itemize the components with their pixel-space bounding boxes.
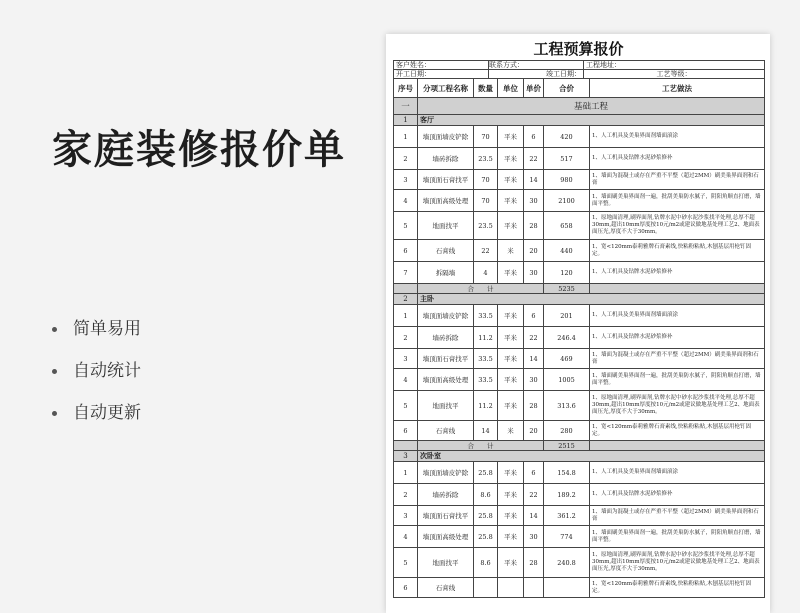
section-row xyxy=(394,98,765,115)
item-name: 墙顶面石膏找平 xyxy=(418,170,474,190)
item-desc: 1、原地面清理,刷界面剂,钻牌水泥中砂水泥沙浆找平处理,总厚不超30mm,超出10mm厚度按10元/m2或建议做地基处理工艺2、地面表面压光,厚度不大于30mm。 xyxy=(590,391,765,421)
item-unit: 平米 xyxy=(498,349,524,369)
bullet-icon xyxy=(52,327,57,332)
subtotal-label: 合 计 xyxy=(418,441,544,451)
item-desc: 1、宽<120mm泰莉雅牌石膏素线,快粘粉粘贴,木刨基层用枪钉固定。 xyxy=(590,578,765,598)
item-name: 墙顶面石膏找平 xyxy=(418,506,474,526)
column-header: 合价 xyxy=(544,79,590,98)
item-unit: 平米 xyxy=(498,190,524,212)
table-row xyxy=(394,327,765,349)
feature-item: 自动更新 xyxy=(52,392,141,434)
item-price: 6 xyxy=(524,126,544,148)
item-name: 石膏线 xyxy=(418,578,474,598)
item-no: 4 xyxy=(394,190,418,212)
item-qty: 33.5 xyxy=(474,349,498,369)
item-desc: 1、人工机具及钻牌水泥砂浆修补 xyxy=(590,148,765,170)
table-row xyxy=(394,506,765,526)
item-amount: 774 xyxy=(544,526,590,548)
item-unit: 平米 xyxy=(498,305,524,327)
item-no: 5 xyxy=(394,391,418,421)
item-price: 20 xyxy=(524,240,544,262)
item-name: 墙砖拆除 xyxy=(418,148,474,170)
item-name: 墙顶面墙皮铲除 xyxy=(418,305,474,327)
item-unit: 米 xyxy=(498,240,524,262)
item-price: 30 xyxy=(524,526,544,548)
item-price: 6 xyxy=(524,462,544,484)
room-number: 1 xyxy=(394,115,418,126)
item-no: 1 xyxy=(394,305,418,327)
contact-label: 联系方式： xyxy=(489,61,584,70)
item-price: 6 xyxy=(524,305,544,327)
room-number: 3 xyxy=(394,451,418,462)
item-unit: 平米 xyxy=(498,506,524,526)
item-desc: 1、墙面为混凝土或存在严重不平整（超过2MM）刷美巢界面剂和石膏 xyxy=(590,170,765,190)
item-name: 墙砖拆除 xyxy=(418,484,474,506)
item-desc: 1、人工机具及钻牌水泥砂浆修补 xyxy=(590,262,765,284)
item-price: 22 xyxy=(524,327,544,349)
item-price: 20 xyxy=(524,421,544,441)
item-no: 4 xyxy=(394,526,418,548)
sheet-title: 工程预算报价 xyxy=(533,40,624,58)
table-row xyxy=(394,240,765,262)
table-row xyxy=(394,526,765,548)
item-unit: 平米 xyxy=(498,462,524,484)
item-price xyxy=(524,578,544,598)
subtotal-value: 2515 xyxy=(544,441,590,451)
item-qty: 25.8 xyxy=(474,462,498,484)
item-desc: 1、宽<120mm泰莉雅牌石膏素线,快粘粉粘贴,木刨基层用枪钉固定。 xyxy=(590,421,765,441)
column-header: 单位 xyxy=(498,79,524,98)
bullet-icon xyxy=(52,369,57,374)
item-name: 石膏线 xyxy=(418,240,474,262)
item-price: 30 xyxy=(524,369,544,391)
column-header: 工艺做法 xyxy=(590,79,765,98)
room-row xyxy=(394,115,765,126)
table-row xyxy=(394,484,765,506)
room-row xyxy=(394,451,765,462)
quote-table xyxy=(393,78,765,598)
item-no: 5 xyxy=(394,548,418,578)
room-name: 客厅 xyxy=(418,115,765,126)
item-qty: 25.8 xyxy=(474,506,498,526)
table-row xyxy=(394,305,765,327)
info-table xyxy=(393,60,765,78)
feature-item: 自动统计 xyxy=(52,350,141,392)
table-row xyxy=(394,148,765,170)
item-amount: 154.8 xyxy=(544,462,590,484)
item-amount: 120 xyxy=(544,262,590,284)
promo-title: 家庭装修报价单 xyxy=(52,127,346,173)
subtotal-value: 5235 xyxy=(544,284,590,294)
item-qty: 14 xyxy=(474,421,498,441)
item-no: 5 xyxy=(394,212,418,240)
item-desc: 1、人工机具及钻牌水泥砂浆修补 xyxy=(590,484,765,506)
customer-name-label: 客户姓名： xyxy=(394,61,489,70)
item-no: 6 xyxy=(394,421,418,441)
feature-list xyxy=(52,308,141,434)
table-row xyxy=(394,421,765,441)
craft-level-label: 工艺等级： xyxy=(584,70,765,79)
item-unit: 平米 xyxy=(498,484,524,506)
item-amount: 469 xyxy=(544,349,590,369)
item-amount: 440 xyxy=(544,240,590,262)
item-unit xyxy=(498,578,524,598)
item-desc: 1、墙面为混凝土或存在严重不平整（超过2MM）刷美巢界面剂和石膏 xyxy=(590,506,765,526)
item-unit: 平米 xyxy=(498,148,524,170)
item-qty: 4 xyxy=(474,262,498,284)
item-price: 14 xyxy=(524,170,544,190)
item-unit: 平米 xyxy=(498,126,524,148)
item-amount: 420 xyxy=(544,126,590,148)
item-name: 墙顶面墙皮铲除 xyxy=(418,126,474,148)
item-unit: 平米 xyxy=(498,212,524,240)
item-name: 墙顶面高级处理 xyxy=(418,190,474,212)
item-price: 14 xyxy=(524,349,544,369)
column-header: 数量 xyxy=(474,79,498,98)
item-no: 7 xyxy=(394,262,418,284)
table-row xyxy=(394,349,765,369)
column-header: 序号 xyxy=(394,79,418,98)
item-amount: 980 xyxy=(544,170,590,190)
item-desc: 1、原地面清理,刷界面剂,钻牌水泥中砂水泥沙浆找平处理,总厚不超30mm,超出10mm厚度按10元/m2或建议做地基处理工艺2、地面表面压光,厚度不大于30mm。 xyxy=(590,548,765,578)
item-no: 2 xyxy=(394,327,418,349)
bullet-icon xyxy=(52,411,57,416)
table-row xyxy=(394,262,765,284)
item-amount: 361.2 xyxy=(544,506,590,526)
item-no: 6 xyxy=(394,578,418,598)
item-price: 22 xyxy=(524,148,544,170)
item-unit: 平米 xyxy=(498,526,524,548)
item-unit: 平米 xyxy=(498,262,524,284)
start-date-label: 开工日期： xyxy=(394,70,489,79)
table-row xyxy=(394,391,765,421)
item-no: 1 xyxy=(394,462,418,484)
table-row xyxy=(394,578,765,598)
item-amount: 517 xyxy=(544,148,590,170)
item-unit: 平米 xyxy=(498,170,524,190)
item-qty xyxy=(474,578,498,598)
item-qty: 70 xyxy=(474,190,498,212)
subtotal-row xyxy=(394,441,765,451)
item-qty: 23.5 xyxy=(474,212,498,240)
item-price: 28 xyxy=(524,212,544,240)
item-amount: 240.8 xyxy=(544,548,590,578)
item-qty: 8.6 xyxy=(474,548,498,578)
room-name: 次卧室 xyxy=(418,451,765,462)
item-name: 石膏线 xyxy=(418,421,474,441)
address-label: 工程地址： xyxy=(584,61,765,70)
table-row xyxy=(394,170,765,190)
item-price: 30 xyxy=(524,262,544,284)
item-qty: 11.2 xyxy=(474,391,498,421)
item-name: 地面找平 xyxy=(418,212,474,240)
section-number: 一 xyxy=(394,98,418,115)
item-name: 墙顶面石膏找平 xyxy=(418,349,474,369)
item-desc: 1、墙面刷美巢界面剂一遍，批刮美巢防水腻子，阴阳角顺直打磨，墙面平整。 xyxy=(590,526,765,548)
item-qty: 11.2 xyxy=(474,327,498,349)
item-price: 28 xyxy=(524,391,544,421)
table-row xyxy=(394,548,765,578)
item-qty: 70 xyxy=(474,170,498,190)
item-qty: 33.5 xyxy=(474,369,498,391)
item-amount: 189.2 xyxy=(544,484,590,506)
item-amount: 658 xyxy=(544,212,590,240)
item-price: 28 xyxy=(524,548,544,578)
item-qty: 33.5 xyxy=(474,305,498,327)
item-unit: 米 xyxy=(498,421,524,441)
item-amount: 246.4 xyxy=(544,327,590,349)
item-desc: 1、墙面为混凝土或存在严重不平整（超过2MM）刷美巢界面剂和石膏 xyxy=(590,349,765,369)
item-no: 4 xyxy=(394,369,418,391)
table-row xyxy=(394,462,765,484)
item-no: 3 xyxy=(394,349,418,369)
item-name: 墙顶面高级处理 xyxy=(418,369,474,391)
item-amount: 1005 xyxy=(544,369,590,391)
item-amount: 201 xyxy=(544,305,590,327)
column-header: 单价 xyxy=(524,79,544,98)
item-unit: 平米 xyxy=(498,548,524,578)
finish-date-label: 竣工日期： xyxy=(489,70,584,79)
table-row xyxy=(394,212,765,240)
item-no: 3 xyxy=(394,506,418,526)
item-unit: 平米 xyxy=(498,391,524,421)
room-number: 2 xyxy=(394,294,418,305)
item-qty: 22 xyxy=(474,240,498,262)
feature-item: 简单易用 xyxy=(52,308,141,350)
quote-sheet xyxy=(386,34,770,613)
item-name: 墙顶面墙皮铲除 xyxy=(418,462,474,484)
item-price: 22 xyxy=(524,484,544,506)
subtotal-row xyxy=(394,284,765,294)
item-no: 2 xyxy=(394,148,418,170)
item-unit: 平米 xyxy=(498,327,524,349)
item-no: 6 xyxy=(394,240,418,262)
item-price: 30 xyxy=(524,190,544,212)
table-row xyxy=(394,369,765,391)
item-qty: 70 xyxy=(474,126,498,148)
item-qty: 25.8 xyxy=(474,526,498,548)
item-name: 墙顶面高级处理 xyxy=(418,526,474,548)
item-name: 地面找平 xyxy=(418,391,474,421)
item-desc: 1、原地面清理,刷界面剂,钻牌水泥中砂水泥沙浆找平处理,总厚不超30mm,超出10mm厚度按10元/m2或建议做地基处理工艺2、地面表面压光,厚度不大于30mm。 xyxy=(590,212,765,240)
section-name: 基础工程 xyxy=(418,98,765,115)
item-no: 2 xyxy=(394,484,418,506)
item-name: 地面找平 xyxy=(418,548,474,578)
subtotal-label: 合 计 xyxy=(418,284,544,294)
item-qty: 23.5 xyxy=(474,148,498,170)
column-header: 分项工程名称 xyxy=(418,79,474,98)
item-amount: 280 xyxy=(544,421,590,441)
table-row xyxy=(394,126,765,148)
item-desc: 1、宽<120mm泰莉雅牌石膏素线,快粘粉粘贴,木刨基层用枪钉固定。 xyxy=(590,240,765,262)
item-desc: 1、人工机具及美巢界面剂墙面滚涂 xyxy=(590,126,765,148)
item-desc: 1、人工机具及钻牌水泥砂浆修补 xyxy=(590,327,765,349)
item-desc: 1、墙面刷美巢界面剂一遍，批刮美巢防水腻子，阴阳角顺直打磨，墙面平整。 xyxy=(590,369,765,391)
item-qty: 8.6 xyxy=(474,484,498,506)
item-price: 14 xyxy=(524,506,544,526)
item-unit: 平米 xyxy=(498,369,524,391)
item-amount xyxy=(544,578,590,598)
item-desc: 1、墙面刷美巢界面剂一遍，批刮美巢防水腻子，阴阳角顺直打磨，墙面平整。 xyxy=(590,190,765,212)
item-amount: 313.6 xyxy=(544,391,590,421)
item-desc: 1、人工机具及美巢界面剂墙面滚涂 xyxy=(590,305,765,327)
item-desc: 1、人工机具及美巢界面剂墙面滚涂 xyxy=(590,462,765,484)
item-no: 3 xyxy=(394,170,418,190)
item-amount: 2100 xyxy=(544,190,590,212)
room-row xyxy=(394,294,765,305)
table-row xyxy=(394,190,765,212)
item-no: 1 xyxy=(394,126,418,148)
item-name: 墙砖拆除 xyxy=(418,327,474,349)
item-name: 拆隔墙 xyxy=(418,262,474,284)
room-name: 主卧 xyxy=(418,294,765,305)
